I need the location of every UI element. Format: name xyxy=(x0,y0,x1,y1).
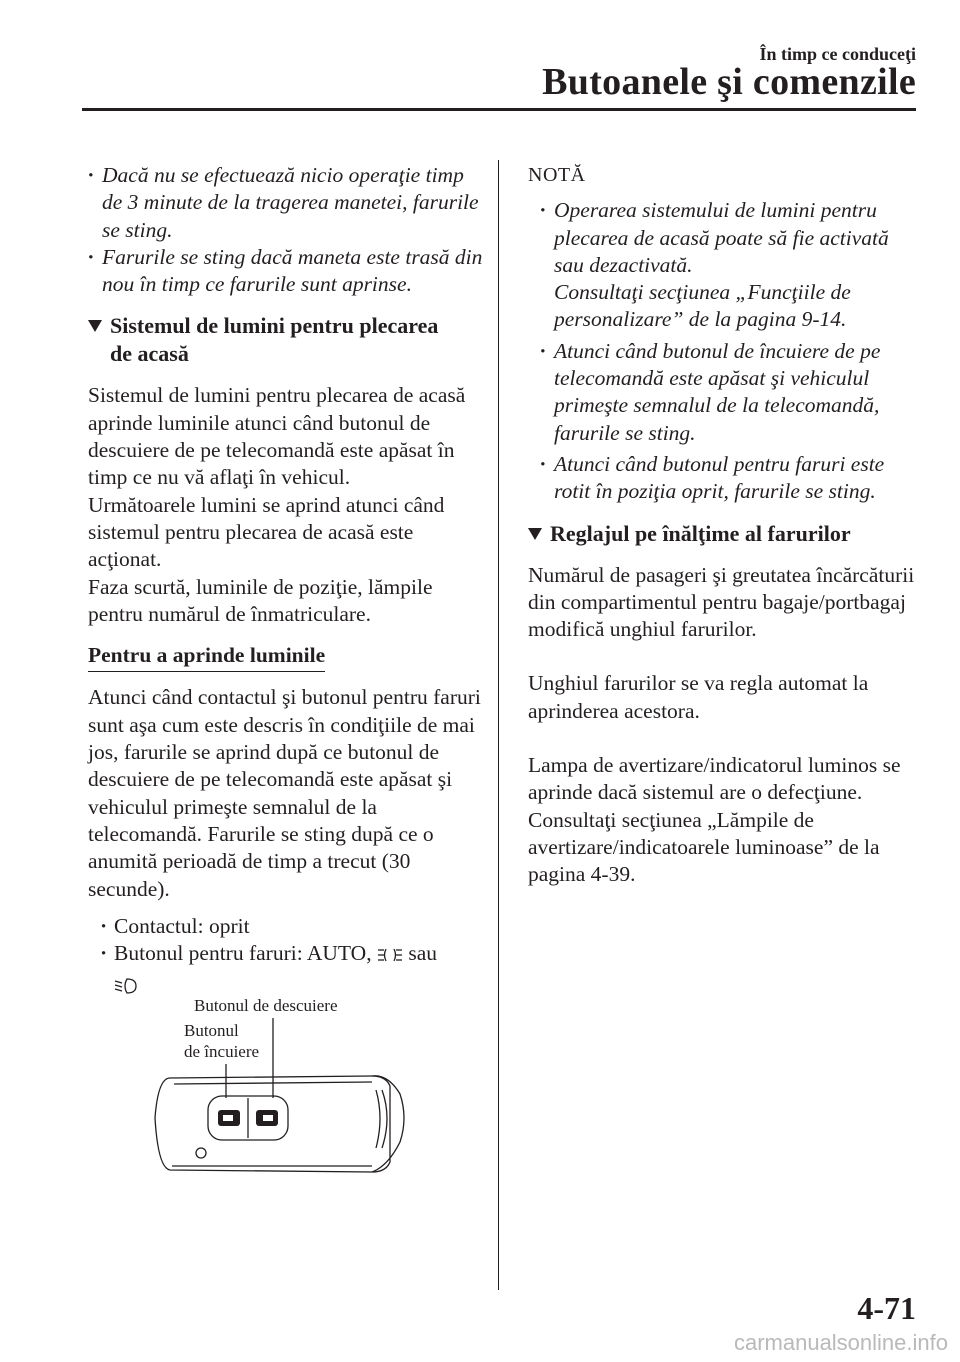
paragraph: Atunci când contactul şi butonul pentru faruri sunt aşa cum este descris în condiţiile de mai jos, farurile se aprind după ce butonul de descuiere de pe telecomandă este apăsat şi vehiculul primeşte semnalul de la telecomandă. Farurile se sting după ce o anumită perioadă de timp a trecut (30 secunde). xyxy=(88,685,481,901)
heading-line: Reglajul pe înălţime al farurilor xyxy=(550,520,851,546)
paragraph: Unghiul farurilor se va regla automat la aprinderea acestora. xyxy=(528,671,869,723)
section-heading xyxy=(88,312,483,368)
paragraph xyxy=(88,382,483,628)
paragraph: Numărul de pasageri şi greutatea încărcăturii din compartimentul pentru bagaje/portbagaj modifică unghiul farurilor. xyxy=(528,562,915,642)
list-item: · Contactul: oprit xyxy=(100,913,483,940)
list-item: · Farurile se sting dacă maneta este trasă din nou în timp ce farurile sunt aprinse. xyxy=(88,244,483,299)
right-column xyxy=(528,162,918,889)
parking-lights-icon xyxy=(377,944,403,971)
triangle-marker-icon xyxy=(88,320,102,332)
subheading: Pentru a aprinde luminile xyxy=(88,642,325,672)
low-beam-icon xyxy=(114,975,138,1002)
paragraph-text: Următoarele lumini se aprind atunci când sistemul pentru plecarea de acasă este acţionat. xyxy=(88,492,445,572)
note-bullet-list xyxy=(528,197,918,505)
list-item-text: Butonul pentru faruri: AUTO, xyxy=(114,941,372,966)
paragraph: Lampa de avertizare/indicatorul luminos se aprinde dacă sistemul are o defecţiune. Consultaţi secţiunea „Lămpile de avertizare/indicatoarele luminoase” de la pagina 4-39. xyxy=(528,753,901,887)
list-item-text: Consultaţi secţiunea „Funcţiile de personalizare” de la pagina 9-14. xyxy=(554,280,851,332)
list-item-text: · Operarea sistemului de lumini pentru plecarea de acasă poate să fie activată sau dezactivată. xyxy=(554,198,889,277)
heading-line: Sistemul de lumini pentru plecarea xyxy=(110,313,439,339)
page-number: 4-71 xyxy=(857,1290,916,1326)
column-divider xyxy=(498,160,499,1290)
paragraph-text: Sistemul de lumini pentru plecarea de acasă aprinde luminile atunci când butonul de descuiere de pe telecomandă este apăsat în timp ce nu vă aflaţi în vehicul. xyxy=(88,383,466,490)
left-column xyxy=(88,162,483,1003)
heading-line: de acasă xyxy=(110,341,189,367)
watermark: carmanualsonline.info xyxy=(733,1330,948,1355)
header-divider xyxy=(82,108,916,111)
list-item: · Dacă nu se efectuează nicio operaţie timp de 3 minute de la tragerea manetei, farurile se sting. xyxy=(88,162,483,244)
note-heading: NOTĂ xyxy=(528,164,586,186)
page-title: Butoanele şi comenzile xyxy=(542,61,916,103)
remote-key-illustration xyxy=(150,990,410,1180)
triangle-marker-icon xyxy=(528,528,542,540)
intro-bullet-list xyxy=(88,162,483,298)
list-item: · Atunci când butonul de încuiere de pe telecomandă este apăsat şi vehiculul primeşte semnalul de la telecomandă, farurile se sting. xyxy=(540,338,918,447)
paragraph-text: Faza scurtă, luminile de poziţie, lămpile pentru numărul de înmatriculare. xyxy=(88,574,433,626)
section-heading xyxy=(528,520,918,548)
lock-button-label-line2: de încuiere xyxy=(184,1042,260,1061)
remote-key-figure xyxy=(150,990,410,1180)
list-item: · Atunci când butonul pentru faruri este rotit în poziţia oprit, farurile se sting. xyxy=(540,451,918,506)
unlock-button-label: Butonul de descuiere xyxy=(194,996,338,1015)
list-item xyxy=(540,197,918,333)
list-item-text: sau xyxy=(408,941,437,966)
section-title: În timp ce conduceţi xyxy=(759,44,916,64)
lock-button-label-line1: Butonul xyxy=(184,1021,239,1040)
